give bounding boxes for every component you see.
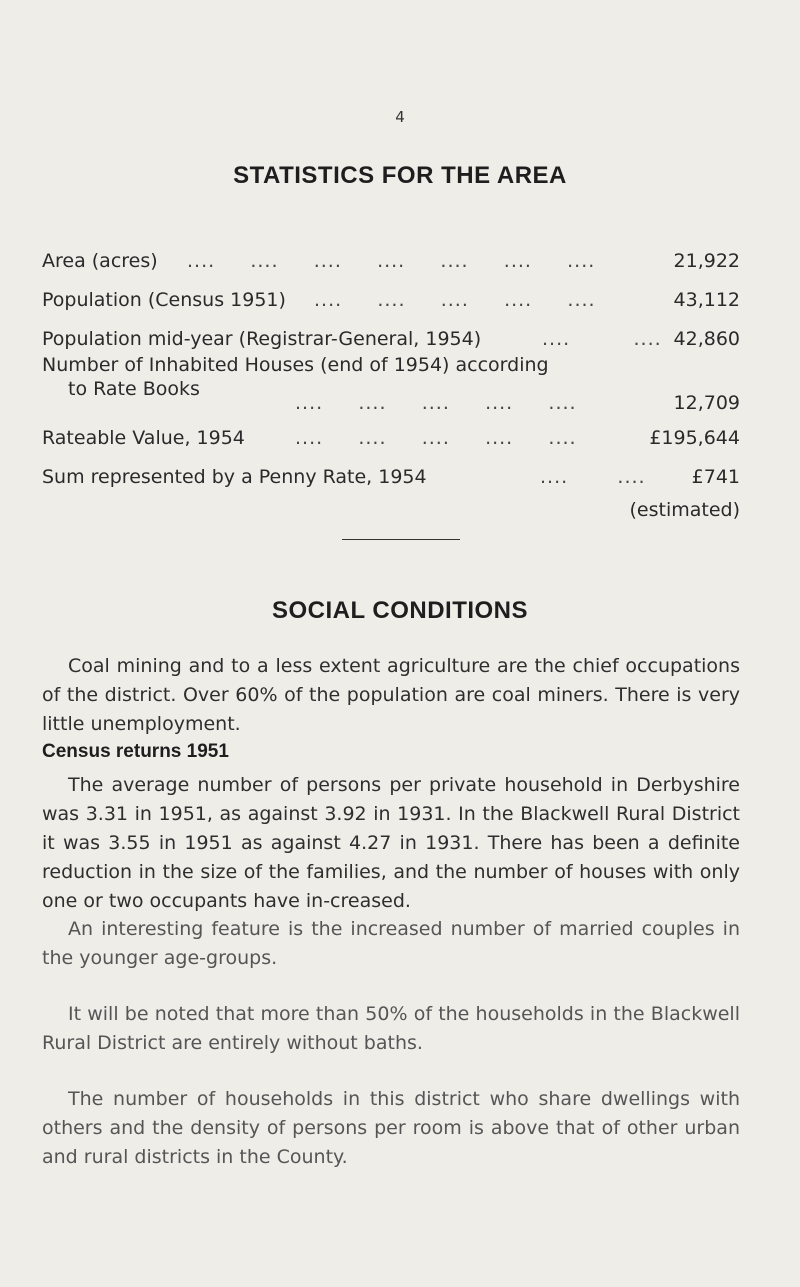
stat-value: 21,922 (673, 250, 740, 272)
stat-row-rateable-value (42, 419, 740, 458)
page-number: 4 (395, 108, 405, 126)
baths-paragraph: It will be noted that more than 50% of the households in the Blackwell Rural District are entirely without baths. (42, 1003, 740, 1054)
statistics-title: STATISTICS FOR THE AREA (233, 162, 567, 189)
leader-dots: .... .... .... .... .... (295, 427, 577, 449)
census-paragraph: The average number of persons per private household in Derbyshire was 3.31 in 1951, as against 3.92 in 1931. In the Blackwell Rural District it was 3.55 in 1951 as against 4.27 in 1931. There has been a definite reduction in the size of the families, and the number of houses with only one or two occupants have in-creased. (42, 774, 740, 912)
leader-dots: .... .... .... .... .... (295, 392, 577, 414)
stat-row-area (42, 242, 740, 281)
stat-row-penny-rate (42, 458, 740, 497)
social-conditions-title: SOCIAL CONDITIONS (271, 597, 529, 624)
shared-dwellings-paragraph: The number of households in this district who share dwellings with others and the density of persons per room is above that of other urban and rural districts in the County. (42, 1088, 740, 1168)
stat-label: Rateable Value, 1954 (42, 427, 245, 449)
stat-label: Sum represented by a Penny Rate, 1954 (42, 466, 427, 488)
statistics-table (42, 242, 740, 531)
stat-value: 12,709 (673, 392, 740, 414)
stat-label-line2: to Rate Books (68, 378, 200, 400)
intro-paragraph: Coal mining and to a less extent agriculture are the chief occupations of the district. Over 60% of the population are coal miners. There is very little unemployment. (42, 655, 740, 735)
stat-label: Area (acres) (42, 250, 158, 272)
section-divider (342, 539, 460, 540)
leader-dots: .... .... .... .... .... (314, 289, 596, 311)
stat-value: 42,860 (673, 328, 740, 350)
stat-label: Population mid-year (Registrar-General, 1954) (42, 328, 482, 350)
stat-label-line1: Number of Inhabited Houses (end of 1954) according (42, 354, 549, 376)
leader-dots: .... .... .... .... .... .... .... (187, 250, 596, 272)
stat-row-inhabited-houses (42, 354, 740, 423)
stat-label: Population (Census 1951) (42, 289, 286, 311)
estimated-note: (estimated) (629, 499, 740, 521)
married-couples-paragraph: An interesting feature is the increased number of married couples in the younger age-groups. (42, 918, 740, 969)
stat-row-population-census (42, 281, 740, 320)
stat-row-note (42, 497, 740, 531)
stat-value: £195,644 (649, 427, 740, 449)
stat-value: £741 (691, 466, 740, 488)
stat-value: 43,112 (673, 289, 740, 311)
leader-dots: .... .... (542, 328, 662, 350)
leader-dots: .... .... (540, 466, 646, 488)
census-returns-heading: Census returns 1951 (42, 741, 229, 762)
